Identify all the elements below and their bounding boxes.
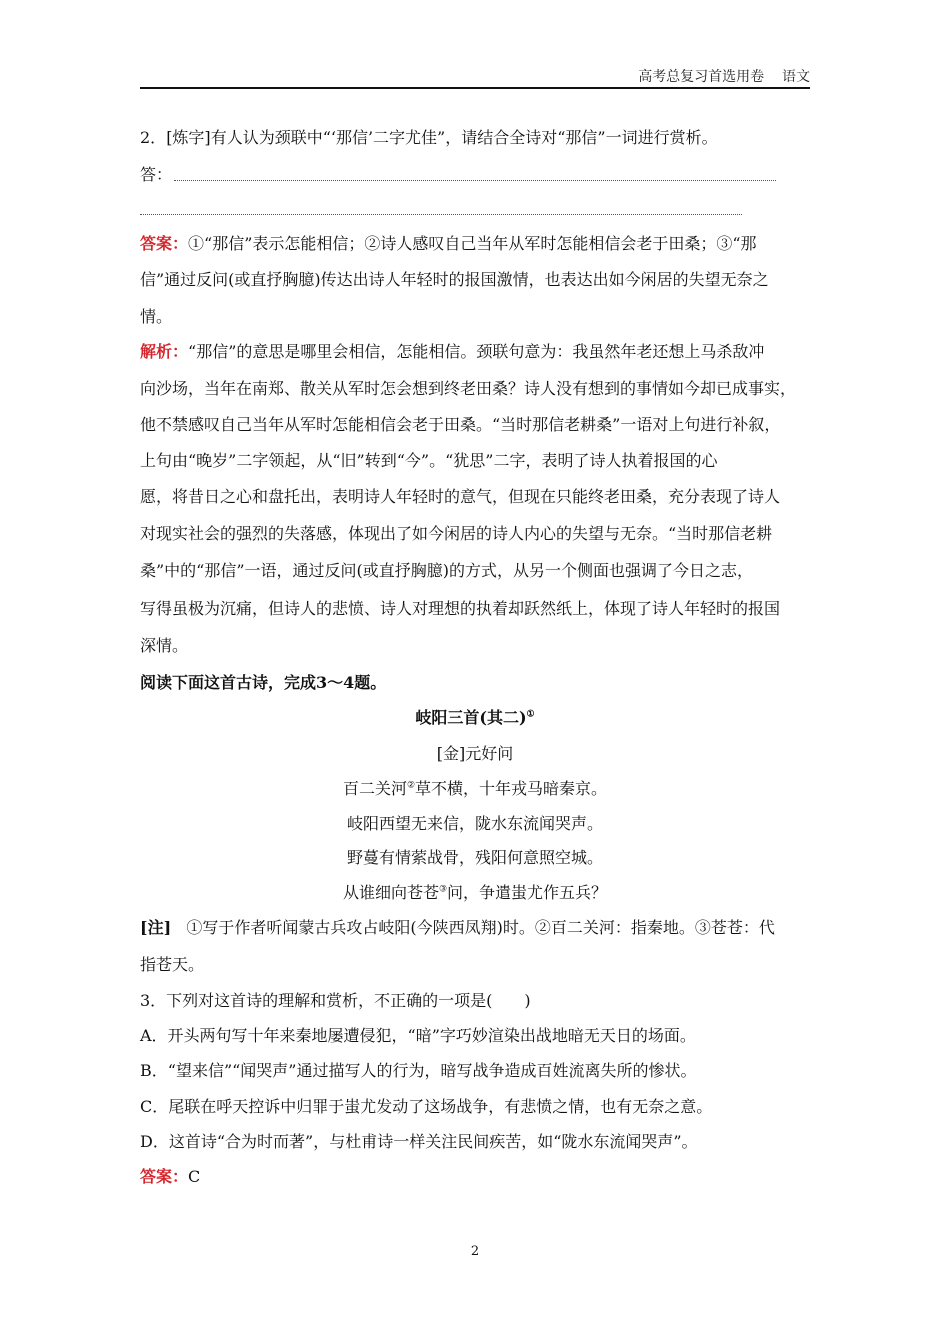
question-2 bbox=[140, 126, 718, 150]
poem-text: 百二关河 bbox=[342, 779, 407, 798]
poem-text: 从谁细向苍苍 bbox=[342, 883, 439, 902]
page-number: 2 bbox=[470, 1244, 480, 1259]
poem-title bbox=[140, 706, 810, 730]
notes-label: [注] bbox=[140, 918, 172, 937]
notes-line-1 bbox=[140, 916, 775, 940]
poem-author: [金]元好问 bbox=[436, 744, 514, 763]
notes-line-2: 指苍天。 bbox=[140, 955, 205, 974]
answer-blank-line-1 bbox=[174, 180, 776, 181]
analysis-line-4: 上句由“晚岁”二字领起，从“旧”转到“今”。“犹思”二字，表明了诗人执着报国的心 bbox=[140, 451, 718, 470]
answer-blank-line-2 bbox=[140, 214, 742, 215]
answer-2-line-2: 信”通过反问(或直抒胸臆)传达出诗人年轻时的报国激情，也表达出如今闲居的失望无奈之 bbox=[140, 270, 769, 289]
notes-text: ①写于作者听闻蒙古兵攻占岐阳(今陕西凤翔)时。②百二关河：指秦地。③苍苍：代 bbox=[186, 918, 775, 937]
poem-line-2: 岐阳西望无来信，陇水东流闻哭声。 bbox=[346, 814, 603, 833]
analysis-line-3: 他不禁感叹自己当年从军时怎能相信会老于田桑。“当时那信老耕桑”一语对上句进行补叙， bbox=[140, 415, 781, 434]
header-title: 高考总复习首选用卷 bbox=[638, 69, 765, 85]
poem-title-text: 岐阳三首(其二) bbox=[415, 708, 527, 727]
question-text: 有人认为颈联中“‘那信’二字尤佳”，请结合全诗对“那信”一词进行赏析。 bbox=[210, 128, 718, 147]
answer-text: ①“那信”表示怎能相信；②诗人感叹自己当年从军时怎能相信会老于田桑；③“那 bbox=[188, 234, 757, 253]
poem-line-4 bbox=[140, 881, 810, 905]
option-a: A．开头两句写十年来秦地屡遭侵犯，“暗”字巧妙渲染出战地暗无天日的场面。 bbox=[140, 1026, 696, 1045]
reading-prompt: 阅读下面这首古诗，完成3～4题。 bbox=[140, 673, 387, 692]
analysis-line-7: 桑”中的“那信”一语，通过反问(或直抒胸臆)的方式，从另一个侧面也强调了今日之志， bbox=[140, 561, 754, 580]
analysis-line-8: 写得虽极为沉痛，但诗人的悲愤、诗人对理想的执着却跃然纸上，体现了诗人年轻时的报国 bbox=[140, 599, 781, 618]
page-header bbox=[140, 66, 810, 86]
poem-line-1 bbox=[140, 777, 810, 801]
analysis-line-5: 愿，将昔日之心和盘托出，表明诗人年轻时的意气，但现在只能终老田桑，充分表现了诗人 bbox=[140, 487, 781, 506]
footnote-marker: ② bbox=[406, 780, 416, 791]
analysis-line-9: 深情。 bbox=[140, 636, 189, 655]
answer-value: C bbox=[188, 1167, 201, 1186]
analysis-line-2: 向沙场，当年在南郑、散关从军时怎会想到终老田桑？诗人没有想到的事情如今却已成事实， bbox=[140, 379, 797, 398]
question-tag: [炼字] bbox=[166, 128, 211, 147]
header-rule bbox=[140, 87, 810, 89]
analysis-line-6: 对现实社会的强烈的失落感，体现出了如今闲居的诗人内心的失望与无奈。“当时那信老耕 bbox=[140, 524, 773, 543]
answer-prompt: 答： bbox=[140, 165, 173, 184]
analysis-line-1 bbox=[140, 340, 764, 364]
footnote-marker: ③ bbox=[438, 884, 448, 895]
analysis-text: “那信”的意思是哪里会相信，怎能相信。颈联句意为：我虽然年老还想上马杀敌冲 bbox=[188, 342, 765, 361]
answer-label: 答案： bbox=[140, 234, 189, 253]
answer-2-line-3: 情。 bbox=[140, 307, 173, 326]
poem-line-3: 野蔓有情萦战骨，残阳何意照空城。 bbox=[346, 848, 603, 867]
header-subject: 语文 bbox=[782, 69, 810, 85]
question-3-stem: 3．下列对这首诗的理解和赏析，不正确的一项是( ) bbox=[140, 991, 531, 1010]
poem-text: 问，争遣蚩尤作五兵？ bbox=[447, 883, 608, 902]
answer-label: 答案： bbox=[140, 1167, 189, 1186]
answer-2-line-1 bbox=[140, 232, 757, 256]
poem-text: 草不横，十年戎马暗秦京。 bbox=[415, 779, 608, 798]
footnote-marker: ① bbox=[526, 709, 535, 720]
option-c: C．尾联在呼天控诉中归罪于蚩尤发动了这场战争，有悲愤之情，也有无奈之意。 bbox=[140, 1097, 713, 1116]
option-d: D．这首诗“合为时而著”，与杜甫诗一样关注民间疾苦，如“陇水东流闻哭声”。 bbox=[140, 1132, 698, 1151]
question-number: 2． bbox=[140, 128, 167, 147]
answer-3 bbox=[140, 1165, 200, 1189]
analysis-label: 解析： bbox=[140, 342, 189, 361]
option-b: B．“望来信”“闻哭声”通过描写人的行为，暗写战争造成百姓流离失所的惨状。 bbox=[140, 1061, 697, 1080]
